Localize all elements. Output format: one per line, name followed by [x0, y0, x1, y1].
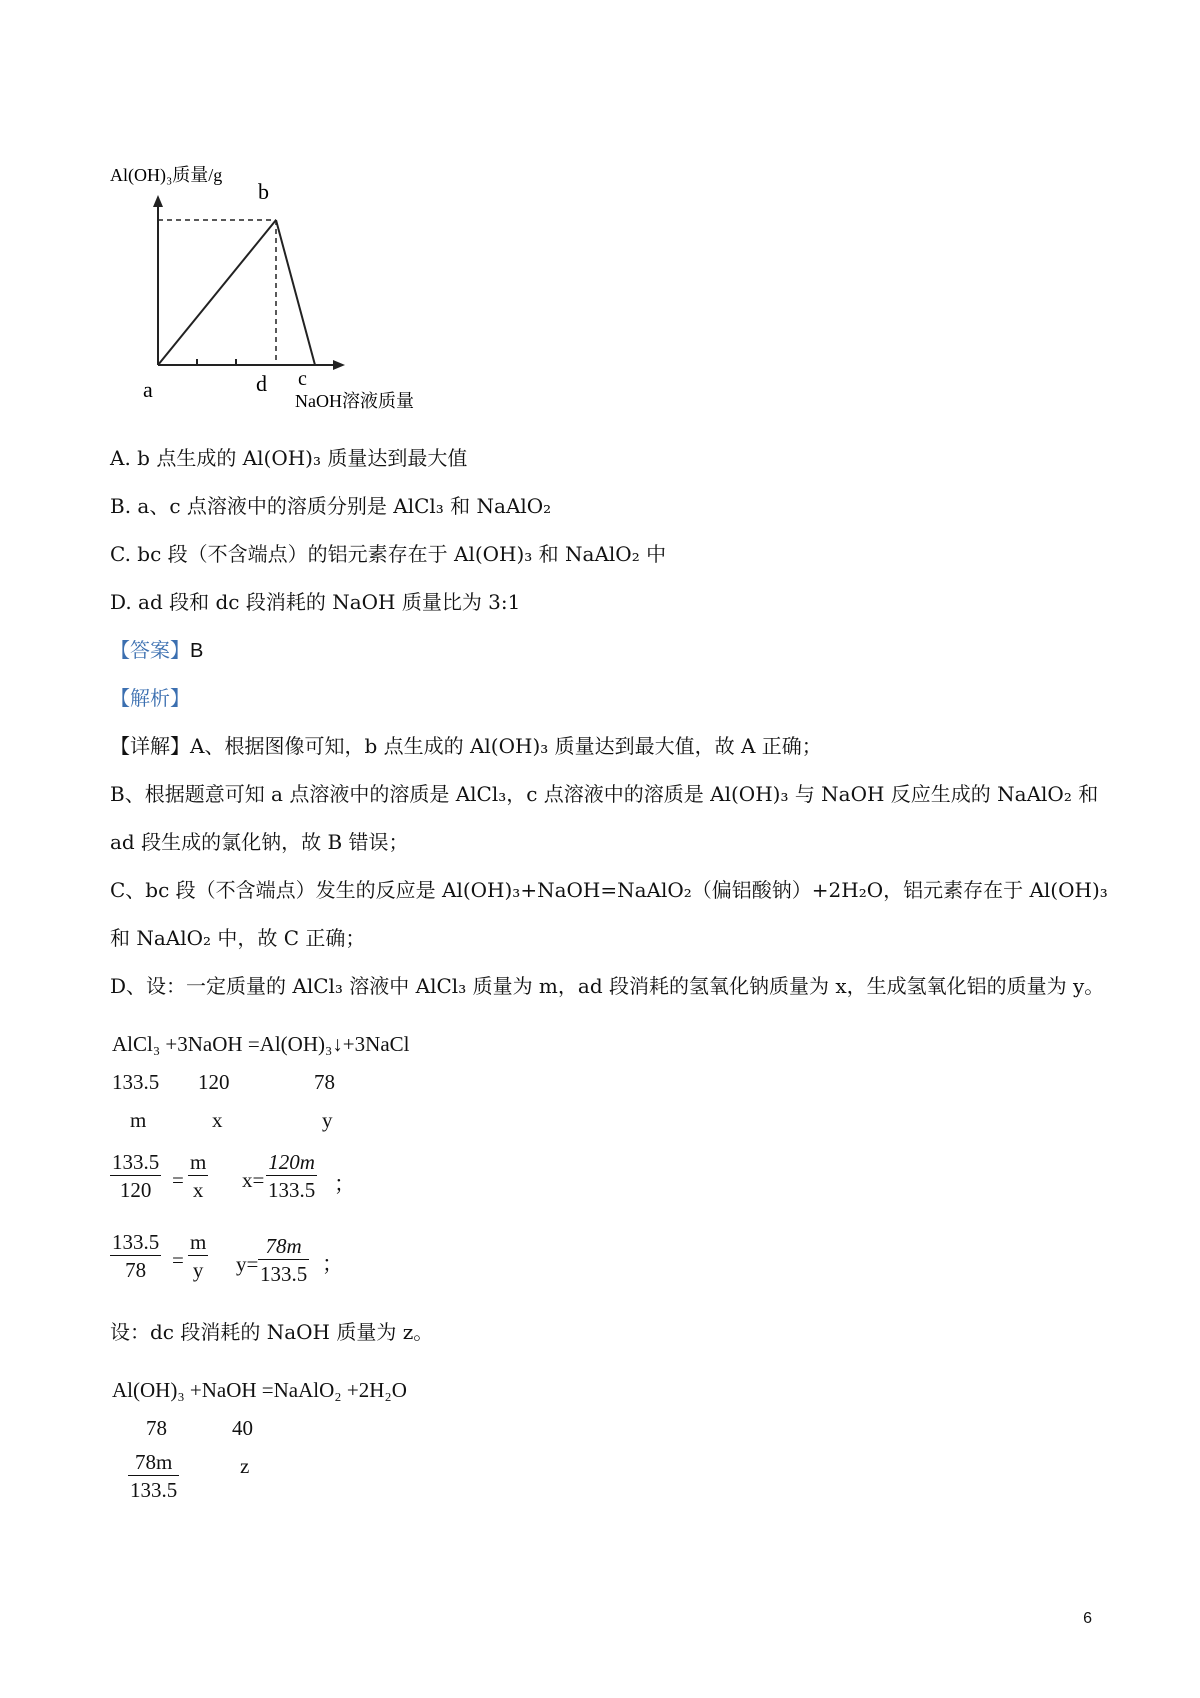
explanation-line-2: B、根据题意可知 a 点溶液中的溶质是 AlCl₃，c 点溶液中的溶质是 Al(OH)₃ 与 NaOH 反应生成的 NaAlO₂ 和 — [110, 782, 1099, 806]
explanation-line-3: ad 段生成的氯化钠，故 B 错误； — [110, 830, 409, 854]
fraction-3: $\frac{120m}{133.5}$ — [268, 1150, 316, 1202]
explanation-line-4: C、bc 段（不含端点）发生的反应是 Al(OH)₃+NaOH=NaAlO₂（偏铝酸钠）+2H₂O，铝元素存在于 Al(OH)₃ — [110, 878, 1108, 902]
equation-1: AlCl₃ +3NaOH =Al(OH)₃↓+3NaCl — [112, 1032, 410, 1056]
y-axis-label: Al(OH)₃质量/g — [110, 165, 223, 185]
point-a-label: a — [143, 377, 153, 402]
mass-naoh: 120 — [198, 1070, 230, 1094]
mass-aloh3: 78 — [314, 1070, 335, 1094]
mass-naoh-2: 40 — [232, 1416, 253, 1440]
explanation-line-5: 和 NaAlO₂ 中，故 C 正确； — [110, 926, 366, 950]
var-z: z — [240, 1454, 250, 1478]
explanation-line-1: 【详解】A、根据图像可知，b 点生成的 Al(OH)₃ 质量达到最大值，故 A 正确； — [110, 734, 822, 758]
answer-line — [110, 636, 203, 665]
x-equals: x= — [242, 1168, 265, 1192]
y-axis-arrow — [153, 195, 163, 207]
point-c-label: c — [298, 368, 307, 390]
fraction-2: $\frac{m}{x}$ — [190, 1150, 207, 1202]
mass-aloh3-2: 78 — [146, 1416, 167, 1440]
point-d-label: d — [256, 371, 267, 396]
x-axis-label: NaOH溶液质量 — [295, 391, 414, 411]
answer-tag: 【答案】 — [110, 638, 190, 662]
mass-alcl3: 133.5 — [112, 1070, 160, 1094]
fraction-1: $\frac{133.5}{120}$ — [112, 1150, 160, 1202]
fraction-6: $\frac{78m}{133.5}$ — [260, 1234, 308, 1286]
equation-2: Al(OH)₃ +NaOH =NaAlO₂ +2H₂O — [112, 1378, 407, 1402]
equals-1: = — [172, 1168, 184, 1192]
line-ab — [158, 220, 276, 365]
var-x: x — [212, 1108, 223, 1132]
fraction-4: $\frac{133.5}{78}$ — [112, 1230, 160, 1282]
reaction-graph — [110, 165, 470, 425]
page-number: 6 — [1083, 1610, 1092, 1627]
line-bc — [276, 220, 315, 365]
fraction-5: $\frac{m}{y}$ — [190, 1230, 207, 1282]
fraction-7: $\frac{78m}{133.5}$ — [130, 1450, 178, 1502]
option-c: C. bc 段（不含端点）的铝元素存在于 Al(OH)₃ 和 NaAlO₂ 中 — [110, 542, 667, 566]
var-y: y — [322, 1108, 333, 1132]
equals-2: = — [172, 1248, 184, 1272]
point-b-label: b — [258, 179, 269, 204]
y-equals: y= — [236, 1252, 259, 1276]
explanation-line-6: D、设：一定质量的 AlCl₃ 溶液中 AlCl₃ 质量为 m，ad 段消耗的氢氧化钠质量为 x，生成氢氧化铝的质量为 y。 — [110, 974, 1105, 998]
semicolon-2: ； — [322, 1252, 343, 1276]
x-axis-arrow — [333, 360, 345, 370]
set-z-line: 设：dc 段消耗的 NaOH 质量为 z。 — [110, 1320, 434, 1344]
var-m: m — [130, 1108, 147, 1132]
option-b: B. a、c 点溶液中的溶质分别是 AlCl₃ 和 NaAlO₂ — [110, 494, 552, 518]
answer-value: B — [190, 640, 204, 662]
semicolon-1: ； — [334, 1172, 355, 1196]
analysis-tag: 【解析】 — [110, 686, 190, 710]
option-a: A. b 点生成的 Al(OH)₃ 质量达到最大值 — [110, 446, 468, 470]
option-d: D. ad 段和 dc 段消耗的 NaOH 质量比为 3:1 — [110, 590, 521, 614]
